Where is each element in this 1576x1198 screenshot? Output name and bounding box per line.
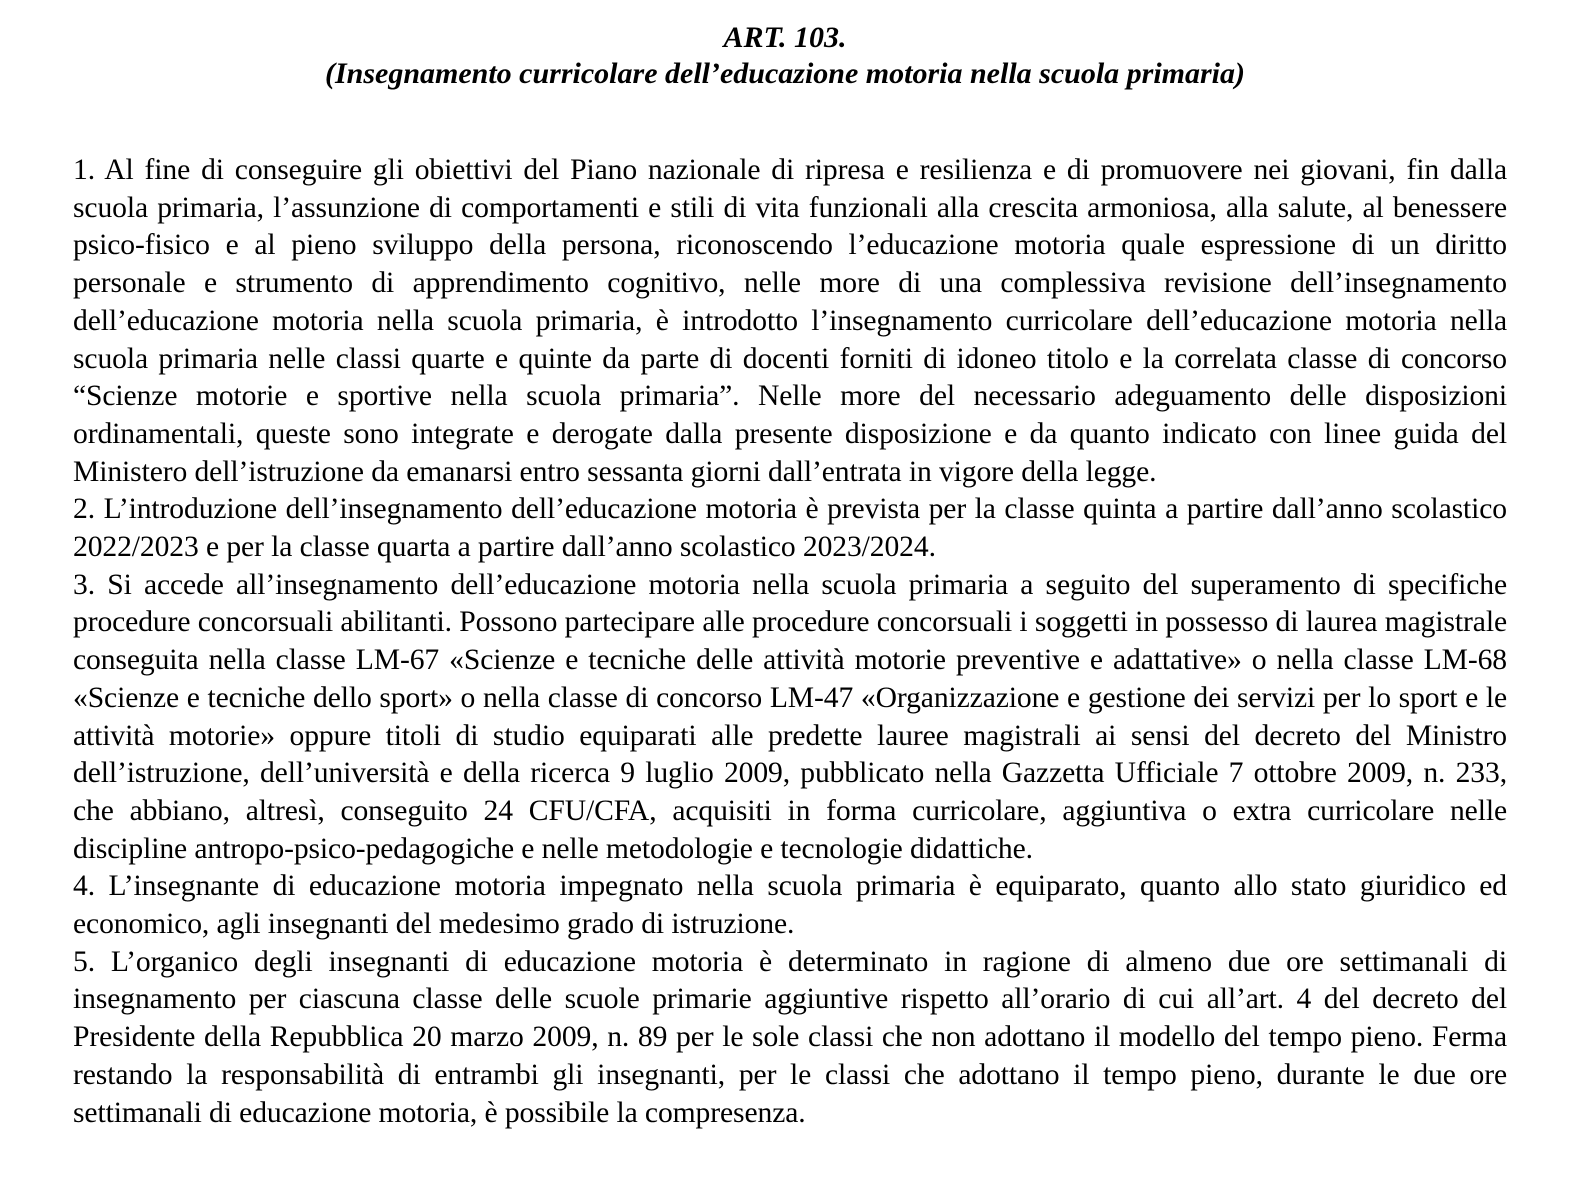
paragraph-3: 3. Si accede all’insegnamento dell’educazione motoria nella scuola primaria a seguito del superamento di specifiche procedure concorsuali abilitanti. Possono partecipare alle procedure concorsuali i soggetti in possesso di laurea magistrale conseguita nella classe LM-67 «Scienze e tecniche delle attività motorie preventive e adattative» o nella classe LM-68 «Scienze e tecniche dello sport» o nella classe di concorso LM-47 «Organizzazione e gestione dei servizi per lo sport e le attività motorie» oppure titoli di studio equiparati alle predette lauree magistrali ai sensi del decreto del Ministro dell’istruzione, dell’università e della ricerca 9 luglio 2009, pubblicato nella Gazzetta Ufficiale 7 ottobre 2009, n. 233, che abbiano, altresì, conseguito 24 CFU/CFA, acquisiti in forma curricolare, aggiuntiva o extra curricolare nelle discipline antropo-psico-pedagogiche e nelle metodologie e tecnologie didattiche. [73, 568, 1507, 865]
paragraph-1: 1. Al fine di conseguire gli obiettivi del Piano nazionale di ripresa e resilienza e di promuovere nei giovani, fin dalla scuola primaria, l’assunzione di comportamenti e stili di vita funzionali alla crescita armoniosa, alla salute, al benessere psico-fisico e al pieno sviluppo della persona, riconoscendo l’educazione motoria quale espressione di un diritto personale e strumento di apprendimento cognitivo, nelle more di una complessiva revisione dell’insegnamento dell’educazione motoria nella scuola primaria, è introdotto l’insegnamento curricolare dell’educazione motoria nella scuola primaria nelle classi quarte e quinte da parte di docenti forniti di idoneo titolo e la correlata classe di concorso “Scienze motorie e sportive nella scuola primaria”. Nelle more del necessario adeguamento delle disposizioni ordinamentali, queste sono integrate e derogate dalla presente disposizione e da quanto indicato con linee guida del Ministero dell’istruzione da emanarsi entro sessanta giorni dall’entrata in vigore della legge. [73, 154, 1507, 488]
article-subtitle: (Insegnamento curricolare dell’educazione motoria nella scuola primaria) [324, 57, 1246, 90]
paragraph-5: 5. L’organico degli insegnanti di educazione motoria è determinato in ragione di almeno due ore settimanali di insegnamento per ciascuna classe delle scuole primarie aggiuntive rispetto all’orario di cui all’art. 4 del decreto del Presidente della Repubblica 20 marzo 2009, n. 89 per le sole classi che non adottano il modello del tempo pieno. Ferma restando la responsabilità di entrambi gli insegnanti, per le classi che adottano il tempo pieno, durante le due ore settimanali di educazione motoria, è possibile la compresenza. [73, 945, 1507, 1129]
document-page [73, 20, 1507, 1132]
paragraph-2: 2. L’introduzione dell’insegnamento dell’educazione motoria è prevista per la classe quinta a partire dall’anno scolastico 2022/2023 e per la classe quarta a partire dall’anno scolastico 2023/2024. [73, 493, 1507, 564]
article-title: ART. 103. [723, 21, 847, 54]
paragraph-4: 4. L’insegnante di educazione motoria impegnato nella scuola primaria è equiparato, quanto allo stato giuridico ed economico, agli insegnanti del medesimo grado di istruzione. [73, 870, 1507, 941]
article-body [73, 152, 1507, 1132]
